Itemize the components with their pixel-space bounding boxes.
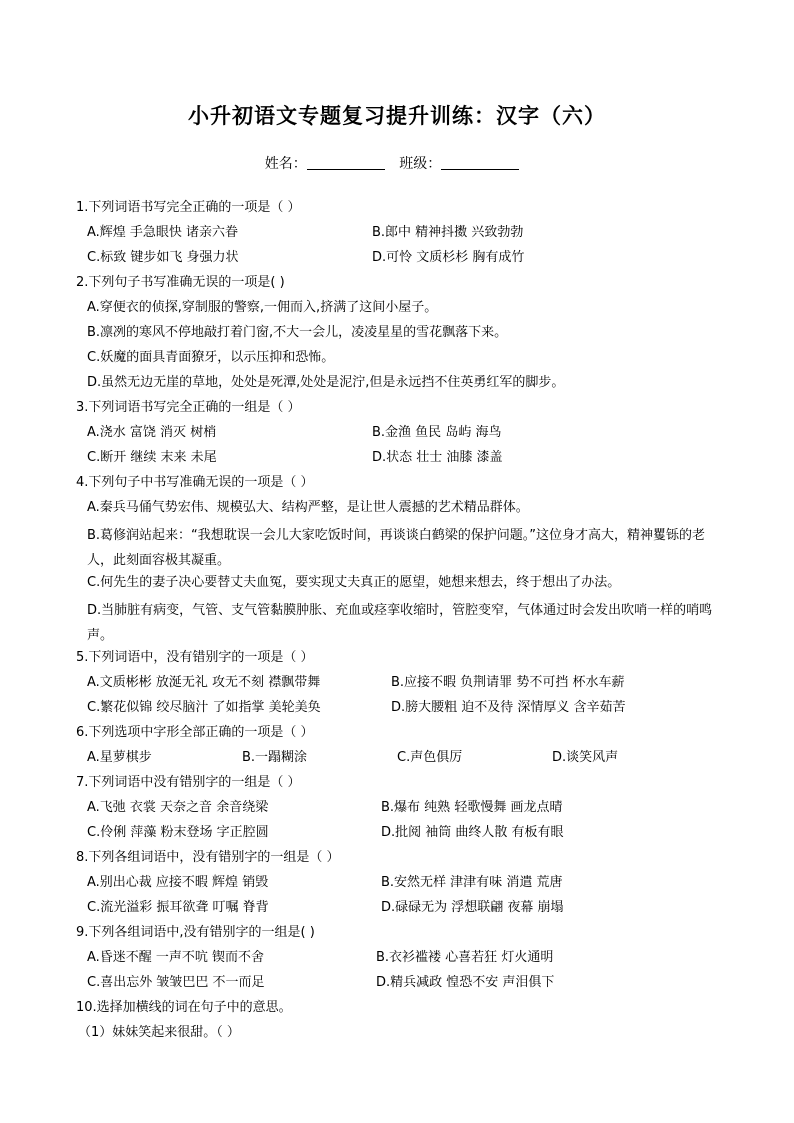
option: A.星萝棋步	[87, 750, 152, 765]
class-blank[interactable]	[441, 155, 519, 170]
option: A.浇水 富饶 消灭 树梢	[87, 425, 217, 440]
question-stem: 9.下列各组词语中,没有错别字的一组是( )	[76, 925, 315, 940]
option: D.碌碌无为 浮想联翩 夜幕 崩塌	[381, 900, 564, 915]
option: A.秦兵马俑气势宏伟、规模弘大、结构严整，是让世人震撼的艺术精品群体。	[87, 500, 529, 515]
name-blank[interactable]	[307, 155, 385, 170]
option: D.精兵减政 惶恐不安 声泪俱下	[376, 975, 555, 990]
question-stem: 8.下列各组词语中，没有错别字的一组是（ ）	[76, 850, 340, 865]
option: A.别出心裁 应接不暇 辉煌 销毁	[87, 875, 269, 890]
option: B.金渔 鱼民 岛屿 海鸟	[372, 425, 502, 440]
option: D.状态 壮士 油膝 漆盖	[372, 450, 503, 465]
option-row	[76, 973, 726, 998]
option-row	[76, 673, 726, 698]
sub-item: （1）妹妹笑起来很甜。（ ）	[78, 1025, 240, 1040]
option-row	[76, 423, 726, 448]
option: A.辉煌 手急眼快 诸亲六眷	[87, 225, 239, 240]
option: B.凛冽的寒风不停地敲打着门窗,不大一会儿，凌凌星星的雪花飘落下来。	[87, 325, 508, 340]
option: B.爆布 纯熟 轻歌慢舞 画龙点晴	[381, 800, 563, 815]
option: A.穿便衣的侦探,穿制服的警察,一佣而入,挤满了这间小屋子。	[87, 300, 438, 315]
question-stem: 10.选择加横线的词在句子中的意思。	[76, 1000, 292, 1015]
option-row	[76, 448, 726, 473]
option: D.虽然无边无崖的草地，处处是死潭,处处是泥泞,但是永远挡不住英勇红军的脚步。	[87, 375, 565, 390]
option: B.一蹋糊涂	[242, 750, 308, 765]
option: B.葛修润站起来：“我想耽误一会儿大家吃饭时间，再谈谈白鹤梁的保护问题。”这位身才高大，精神矍铄的老人，此刻面容极其凝重。	[87, 528, 706, 568]
option-row	[76, 798, 726, 823]
question-stem: 6.下列选项中字形全部正确的一项是（ ）	[76, 725, 314, 740]
option: C.喜出忘外 皱皱巴巴 不一而足	[87, 975, 265, 990]
question-stem: 1.下列词语书写完全正确的一项是（ ）	[76, 200, 301, 215]
class-label: 班级：	[399, 156, 442, 172]
option-row	[76, 898, 726, 923]
option: C.何先生的妻子决心要替丈夫血冤，要实现丈夫真正的愿望，她想来想去，终于想出了办法。	[87, 575, 621, 590]
option: C.妖魔的面具青面獠牙，以示压抑和恐怖。	[87, 350, 335, 365]
option-row	[76, 748, 726, 773]
question-stem: 4.下列句子中书写准确无误的一项是（ ）	[76, 475, 314, 490]
option: D.谈笑风声	[552, 750, 619, 765]
option: C.繁花似锦 绞尽脑汁 了如指掌 美轮美奂	[87, 700, 321, 715]
option: D.可怜 文质杉杉 胸有成竹	[372, 250, 525, 265]
option-row	[76, 698, 726, 723]
option: A.飞弛 衣裳 天奈之音 余音绕梁	[87, 800, 269, 815]
option: C.声色俱厉	[397, 750, 463, 765]
question-stem: 3.下列词语书写完全正确的一组是（ ）	[76, 400, 301, 415]
option: D.膀大腰粗 迫不及待 深情厚义 含辛茹苦	[391, 700, 626, 715]
name-class-bar	[0, 153, 794, 173]
option: B.郎中 精神抖擞 兴致勃勃	[372, 225, 524, 240]
option: B.应接不暇 负荆请罪 势不可挡 杯水车薪	[391, 675, 625, 690]
option: D.当肺脏有病变，气管、支气管黏膜肿胀、充血或痉挛收缩时，管腔变窄，气体通过时会发出吹哨一样的哨鸣声。	[87, 603, 713, 643]
option: A.文质彬彬 放涎无礼 攻无不刻 襟飘带舞	[87, 675, 321, 690]
option-row	[76, 823, 726, 848]
question-stem: 2.下列句子书写准确无误的一项是( )	[76, 275, 285, 290]
option: D.批阅 袖筒 曲终人散 有板有眼	[381, 825, 564, 840]
option: C.断开 继续 末来 未尾	[87, 450, 217, 465]
question-stem: 5.下列词语中，没有错别字的一项是（ ）	[76, 650, 314, 665]
option-row	[76, 948, 726, 973]
option: C.流光溢彩 振耳欲聋 叮嘱 脊背	[87, 900, 269, 915]
page-title: 小升初语文专题复习提升训练：汉字（六）	[188, 104, 606, 128]
option: A.昏迷不醒 一声不吭 锲而不舍	[87, 950, 265, 965]
option: B.安然无样 津津有味 消遣 荒唐	[381, 875, 563, 890]
name-label: 姓名：	[264, 156, 307, 172]
option-row	[76, 248, 726, 273]
option: B.衣衫褴褛 心喜若狂 灯火通明	[376, 950, 554, 965]
option-row	[76, 873, 726, 898]
question-stem: 7.下列词语中没有错别字的一组是（ ）	[76, 775, 301, 790]
option: C.标致 键步如飞 身强力状	[87, 250, 239, 265]
question-list	[76, 198, 726, 1048]
option-row	[76, 223, 726, 248]
option: C.伶俐 萍藻 粉末登场 字正腔圆	[87, 825, 269, 840]
